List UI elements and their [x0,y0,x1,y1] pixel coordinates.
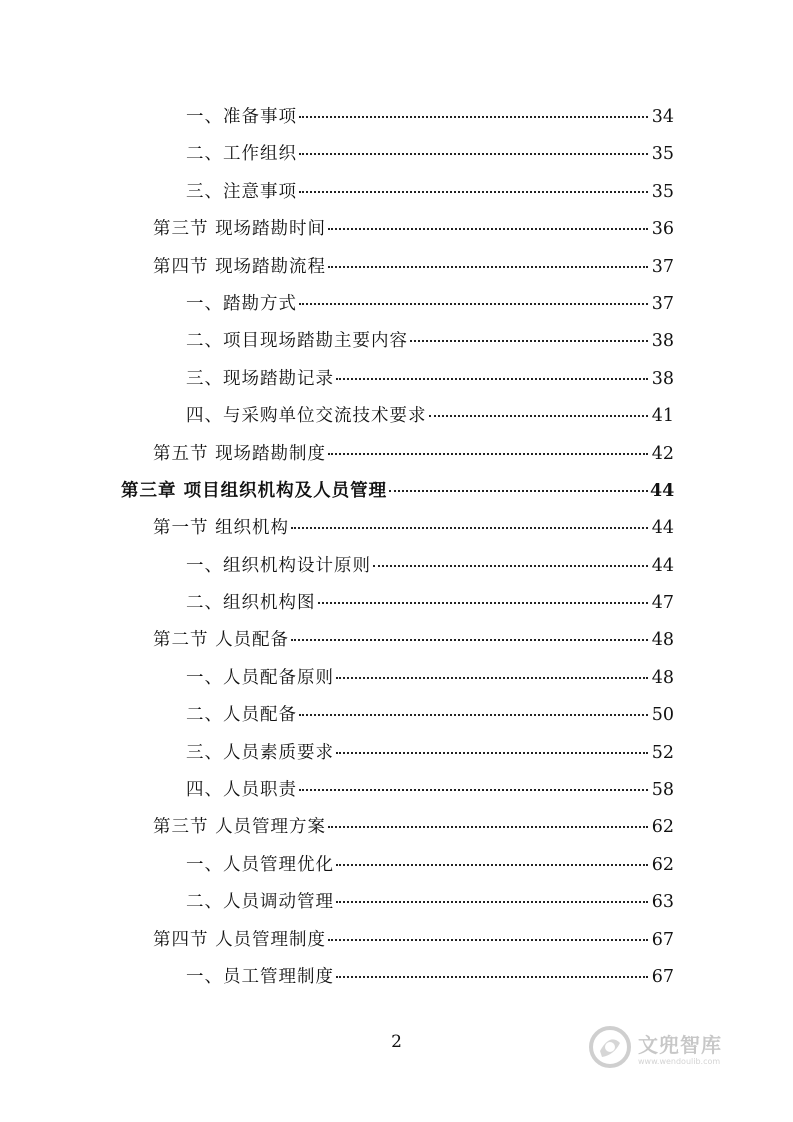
dot-leader [336,377,648,380]
toc-entry-page: 63 [651,892,674,913]
dot-leader [328,227,648,230]
dot-leader [389,489,648,492]
toc-entry-page: 42 [651,443,674,464]
dot-leader [328,452,648,455]
toc-entry-label: 第三节 现场踏勘时间 [153,219,327,240]
toc-entry-label: 第四节 人员管理制度 [153,929,327,950]
wendou-logo-icon [588,1025,632,1069]
toc-entry-item[interactable] [0,697,793,734]
watermark-url: www.wendoulib.com [638,1056,721,1066]
page-number: 2 [391,1032,402,1052]
table-of-contents [0,99,793,996]
dot-leader [410,339,648,342]
toc-entry-label: 第五节 现场踏勘制度 [153,443,327,464]
toc-entry-item[interactable] [0,847,793,884]
toc-entry-label: 第一节 组织机构 [153,518,290,539]
dot-leader [328,938,648,941]
toc-entry-label: 二、工作组织 [186,144,297,165]
toc-entry-page: 62 [651,817,674,838]
toc-entry-label: 一、准备事项 [186,107,297,127]
toc-entry-chapter[interactable] [0,473,793,510]
toc-entry-page: 36 [651,219,674,240]
toc-entry-page: 62 [651,854,674,875]
toc-entry-page: 67 [651,966,674,987]
toc-entry-label: 一、人员管理优化 [186,854,334,875]
toc-entry-label: 第四节 现场踏勘流程 [153,256,327,277]
toc-entry-label: 一、组织机构设计原则 [186,555,371,576]
dot-leader [299,152,648,155]
dot-leader [291,526,648,529]
toc-entry-label: 二、项目现场踏勘主要内容 [186,331,408,352]
toc-entry-page: 50 [651,705,674,726]
dot-leader [336,863,648,866]
toc-entry-item[interactable] [0,959,793,996]
toc-entry-label: 一、踏勘方式 [186,293,297,314]
toc-entry-item[interactable] [0,286,793,323]
toc-entry-item[interactable] [0,585,793,622]
toc-entry-item[interactable] [0,660,793,697]
dot-leader [299,302,648,305]
toc-entry-label: 二、组织机构图 [186,593,316,614]
toc-entry-label: 第三节 人员管理方案 [153,817,327,838]
dot-leader [299,788,648,791]
dot-leader [328,825,648,828]
dot-leader [318,601,649,604]
toc-entry-label: 二、人员调动管理 [186,892,334,913]
toc-entry-label: 三、现场踏勘记录 [186,368,334,389]
toc-entry-label: 一、人员配备原则 [186,667,334,688]
toc-entry-page: 67 [651,929,674,950]
dot-leader [336,900,648,903]
toc-entry-item[interactable] [0,548,793,585]
toc-entry-page: 38 [651,368,674,389]
toc-entry-section[interactable] [0,211,793,248]
toc-entry-page: 44 [650,480,675,501]
toc-entry-item[interactable] [0,772,793,809]
toc-entry-page: 48 [651,667,674,688]
toc-entry-item[interactable] [0,323,793,360]
toc-entry-label: 二、人员配备 [186,705,297,726]
toc-entry-page: 37 [651,293,674,314]
dot-leader [336,751,648,754]
toc-entry-item[interactable] [0,361,793,398]
toc-entry-page: 58 [651,780,674,801]
toc-entry-page: 35 [651,144,674,165]
dot-leader [299,190,648,193]
toc-entry-label: 第三章 项目组织机构及人员管理 [121,480,388,501]
toc-entry-page: 37 [651,256,674,277]
dot-leader [291,638,648,641]
toc-entry-label: 三、人员素质要求 [186,742,334,763]
toc-entry-section[interactable] [0,249,793,286]
dot-leader [429,414,649,417]
dot-leader [373,564,648,567]
dot-leader [336,975,648,978]
watermark-title: 文兜智库 [638,1032,722,1057]
toc-entry-label: 一、员工管理制度 [186,966,334,987]
toc-entry-page: 47 [651,593,674,614]
toc-entry-section[interactable] [0,510,793,547]
dot-leader [336,676,648,679]
toc-entry-item[interactable] [0,136,793,173]
toc-entry-item[interactable] [0,735,793,772]
toc-entry-label: 第二节 人员配备 [153,630,290,651]
toc-entry-item[interactable] [0,398,793,435]
toc-entry-page: 44 [651,555,674,576]
toc-entry-page: 35 [651,181,674,202]
toc-entry-label: 四、与采购单位交流技术要求 [186,406,427,427]
dot-leader [299,713,648,716]
toc-entry-item[interactable] [0,174,793,211]
toc-entry-label: 三、注意事项 [186,181,297,202]
toc-entry-item[interactable] [0,99,793,136]
toc-entry-section[interactable] [0,922,793,959]
toc-entry-page: 44 [651,518,674,539]
toc-entry-section[interactable] [0,622,793,659]
toc-entry-page: 34 [651,107,674,127]
dot-leader [328,265,648,268]
toc-entry-section[interactable] [0,436,793,473]
watermark [588,1020,758,1074]
toc-entry-section[interactable] [0,809,793,846]
toc-entry-page: 48 [651,630,674,651]
toc-entry-page: 52 [651,742,674,763]
dot-leader [299,115,648,118]
toc-entry-page: 38 [651,331,674,352]
toc-entry-label: 四、人员职责 [186,780,297,801]
toc-entry-page: 41 [651,406,674,427]
toc-entry-item[interactable] [0,884,793,921]
